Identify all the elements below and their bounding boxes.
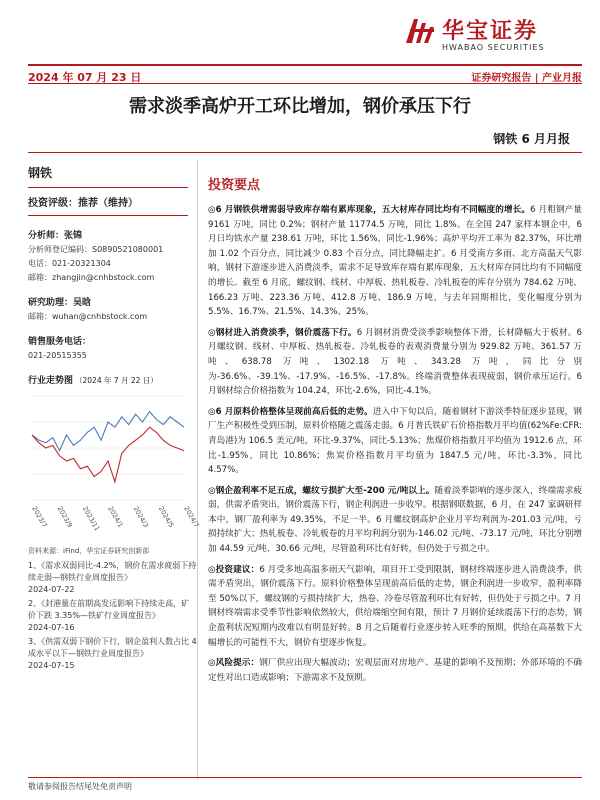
key-point-paragraph: [208, 326, 582, 399]
brand-name-en: HWABAO SECURITIES: [442, 43, 545, 52]
related-report-title[interactable]: 1、《需求双弱同比-4.2%，钢价在需求疲弱下持续走弱—钢铁行业周度报告》: [28, 561, 197, 582]
x-tick-label: 2023/11: [80, 505, 102, 533]
key-point-paragraph: [208, 656, 582, 685]
x-tick-label: 2023/9: [55, 505, 74, 529]
analyst-phone: 电话：021-20321304: [28, 259, 111, 268]
chart-title-row: [28, 373, 197, 386]
key-point-lead: ◎钢材进入消费淡季，钢价震荡下行。: [208, 327, 357, 338]
sales-phone: 021-20515355: [28, 351, 87, 360]
assistant-name: 研究助理：吴晗: [28, 298, 92, 308]
brand-name-cn: 华宝证券: [442, 19, 539, 44]
key-point-paragraph: [208, 203, 582, 320]
chart-title: 行业走势图: [28, 376, 74, 386]
related-report-date: 2024-07-16: [28, 623, 75, 632]
related-report-date: 2024-07-15: [28, 661, 75, 670]
investment-rating: 投资评级：推荐（维持）: [28, 198, 138, 209]
sidebar-divider: [28, 187, 188, 188]
analyst-reg-code: 分析师登记编码：S0890521080001: [28, 245, 164, 254]
company-logo: [404, 14, 545, 52]
analyst-name: 分析师：张锦: [28, 231, 83, 241]
key-point-lead: ◎钢企盈利率不足五成，螺纹亏损扩大至-200 元/吨以上。: [208, 485, 435, 496]
report-date: 2024 年 07 月 23 日: [28, 71, 142, 84]
report-type: 证券研究报告 | 产业月报: [471, 73, 582, 84]
key-point-lead: ◎6 月钢铁供增需弱导致库存端有累库现象，五大材库存同比均有不同幅度的增长。: [208, 205, 531, 215]
chart-date: （2024 年 7 月 22 日）: [75, 376, 158, 385]
related-report-title[interactable]: 3、《供需双弱下钢价下行，钢企盈利人数占比 4 成水平以下—钢铁行业周度报告》: [28, 637, 197, 658]
x-tick-label: 2024/1: [106, 505, 125, 529]
section-title: 投资要点: [208, 178, 261, 193]
related-report-date: 2024-07-22: [28, 585, 75, 594]
key-point-lead: ◎6 月原料价格整体呈现前高后低的走势。: [208, 406, 373, 417]
footer-disclaimer: 敬请参阅报告结尾处免责声明: [28, 782, 132, 791]
key-point-body: 6 月受多地高温多雨天气影响，项目开工受到限制，钢材终端逐步进入消费淡季，供需矛盾突出，钢价震荡下行。原料价格整体呈现前高后低的走势，钢企利润进一步收窄，盈利率降至 50%以下，螺纹钢的亏损持续扩大，热卷、冷卷尽管盈利环比有好转，但仍处于亏损之中。7 月钢材终端需求受季节性影响依然较大，供给端缩空间有限，预计 7 月钢价延续震荡下行的态势，钢企盈利状况短期内改难以有明显好转。8 月之后随着行业逐步转入旺季的预期，供给在高基数下大幅增长的可能性不大，钢价有望逐步恢复。: [208, 564, 583, 648]
related-report-title[interactable]: 2、《封港量在前期高发远影响下持续走高，矿价下跌 3.35%—铁矿行业周度报告》: [28, 599, 190, 620]
x-tick-label: 2024/7: [182, 505, 201, 529]
report-title: 需求淡季高炉开工环比增加，钢价承压下行: [129, 96, 471, 117]
x-tick-label: 2023/7: [30, 505, 49, 529]
key-point-paragraph: [208, 484, 582, 557]
industry-trend-chart: [28, 390, 201, 540]
key-point-body: 6 月粗钢产量 9161 万吨，同比 0.2%；钢材产量 11774.5 万吨，同比 1.8%。在全国 247 家样本钢企中，6 月日均铁水产量 238.61 万吨，环比 1.56%，同比-1.96%；高炉平均开工率为 82.37%，环比增加 1.02 个百分点，同比减少 0.83 个百分点，同比降幅走扩。6 月受南方多雨、北方高温天气影响，钢材下游逐步进入消费淡季，需求不足导致库存端有累库现象，五大材库存同比均有不同幅度的增长。截至 6 月底，螺纹钢、线材、中厚板、热轧板卷、冷轧板卷的库存分别为 784.62 万吨、166.23 万吨、223.36 万吨、412.8 万吨、186.9 万吨，与去年同期相比，变化幅度分别为 5.5%、16.7%、21.5%、14.3%、25%。: [208, 205, 582, 318]
key-point-body: 6 月钢材消费受淡季影响整体下滑，长材降幅大于板材。6 月螺纹钢、线材、中厚板、热轧板卷、冷轧板卷的表观消费量分别为 929.82 万吨、361.57 万吨、638.78 万吨、1302.18 万吨、343.28 万吨，同比分别为-36.6%、-39.1%、-17.9%、-16.5%、-17.8%。终端消费整体表现疲弱，钢价承压运行。6 月钢材综合价格指数为 104.24，环比-2.6%，同比-4.1%。: [208, 327, 583, 397]
brand-mark-icon: [404, 15, 438, 45]
related-reports: [28, 560, 197, 672]
key-point-body: 进入中下旬以后，随着钢材下游淡季特征逐步显现，钢厂生产积极性受到压制，原料价格随之震荡走弱。6 月普氏铁矿石价格指数月平均值(62%Fe:CFR:青岛港)为 106.5 美元/吨，环比-9.37%，同比-5.13%；焦煤价格指数月平均值为 1912.6 点，环比-1.95%，同比 10.86%；焦炭价格指数月平均值为 1847.5 元/吨，环比-3.3%，同比 4.57%。: [208, 406, 582, 476]
industry-label: 钢铁: [28, 166, 53, 180]
footer-divider: [28, 777, 582, 778]
main-content: [208, 160, 582, 685]
sales-label: 销售服务电话：: [28, 337, 92, 347]
chart-source: 资料来源：iFind，华宝证券研究创新部: [28, 547, 150, 555]
series-line-沪深300: [32, 427, 184, 482]
key-point-lead: ◎投资建议：: [208, 564, 260, 575]
key-point-lead: ◎风险提示：: [208, 658, 260, 669]
left-sidebar: [28, 160, 201, 780]
key-point-paragraph: [208, 405, 582, 478]
sidebar-divider: [28, 215, 188, 216]
x-tick-label: 2024/5: [156, 505, 176, 529]
key-point-body: 钢厂供应出现大幅波动；宏观层面对房地产、基建的影响不及预期；外部环境的不确定性对出口造成影响；下游需求不及预期。: [208, 658, 582, 683]
key-point-paragraph: [208, 563, 582, 651]
assistant-email: 邮箱：wuhan@cnhbstock.com: [28, 312, 148, 321]
title-divider: [28, 152, 582, 153]
x-tick-label: 2024/3: [131, 505, 150, 529]
report-subtitle: 钢铁 6 月月报: [493, 132, 570, 146]
series-line-钢铁: [32, 412, 184, 451]
key-point-body: 随着淡季影响的逐步深入，终端需求疲弱，供需矛盾突出，钢价震荡下行，钢企利润进一步收窄。根据钢联数据，6 月，在 247 家调研样本中，钢厂盈利率为 49.35%，不足一半。6 月螺纹钢高炉企业月平均利润为-201.03 元/吨，亏损持续扩大；热轧板卷、冷轧板卷的月平均利润分别为-146.02 元/吨、-73.17 元/吨，环比分别增加 44.59 元/吨、30.66 元/吨，尽管盈利环比有好转，但仍处于亏损之中。: [208, 485, 582, 555]
paragraph-list: [208, 203, 582, 685]
analyst-email: 邮箱：zhangjin@cnhbstock.com: [28, 273, 155, 282]
header-bar: [28, 64, 582, 84]
